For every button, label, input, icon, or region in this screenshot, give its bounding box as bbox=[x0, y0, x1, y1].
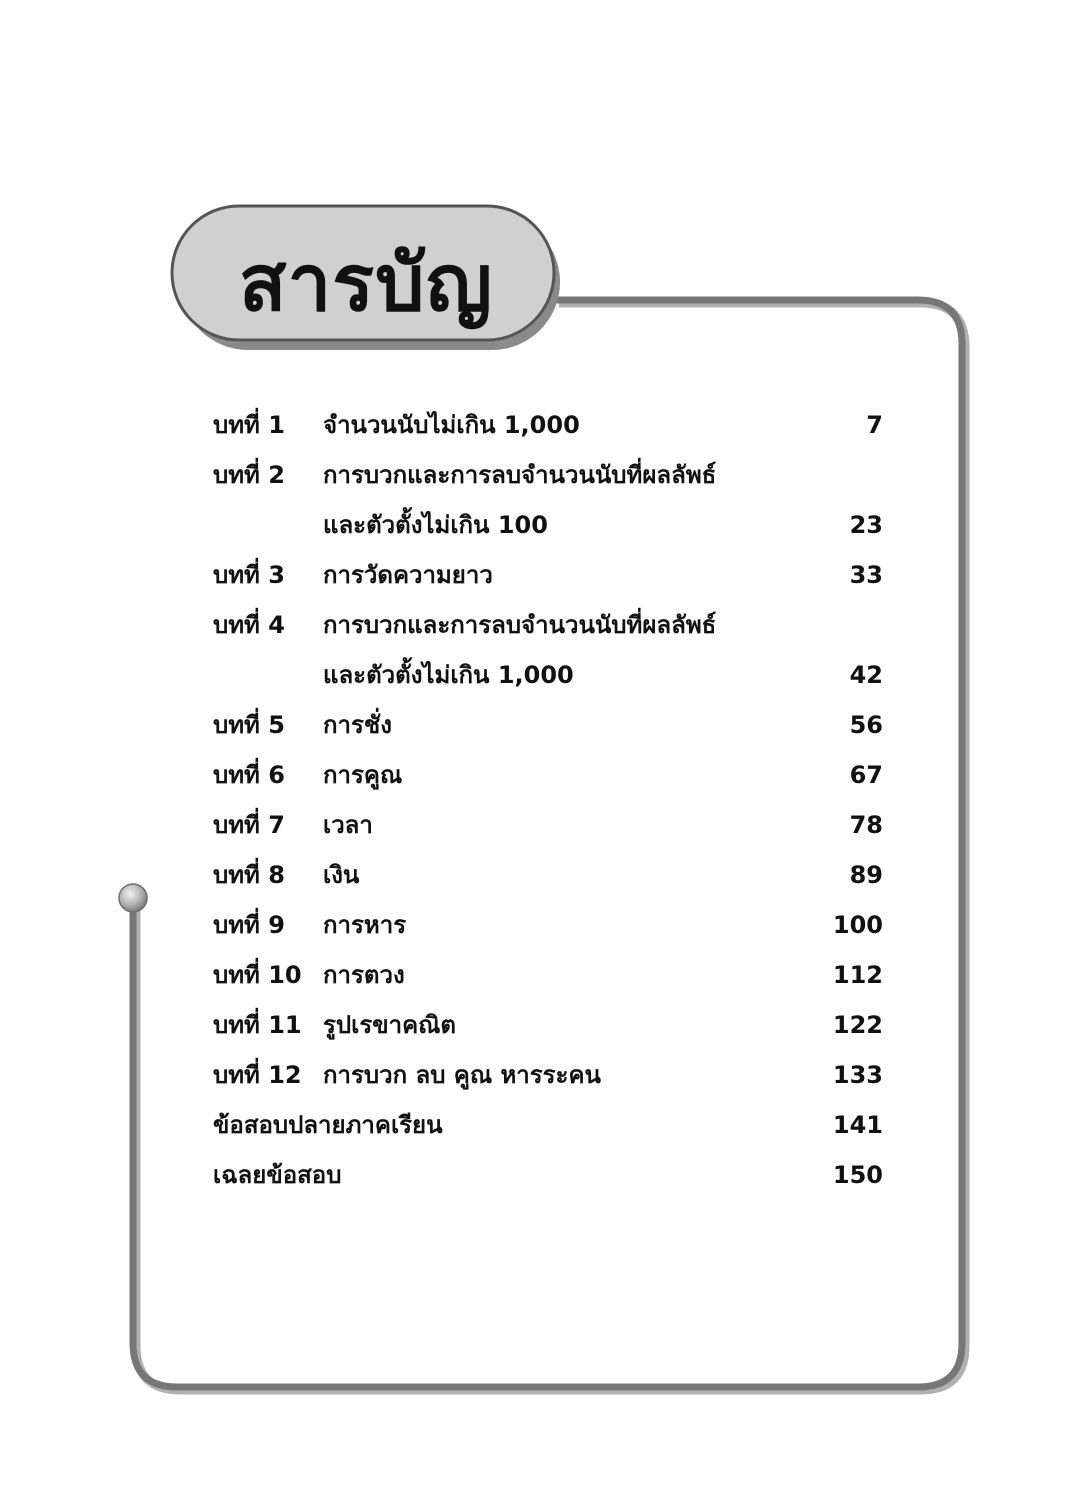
toc-page-number: 89 bbox=[849, 861, 883, 889]
toc-entry bbox=[213, 900, 883, 950]
toc-chapter-label: บทที่ 1 bbox=[213, 411, 285, 439]
toc-entry bbox=[213, 400, 883, 450]
toc-chapter-label: บทที่ 10 bbox=[213, 961, 302, 989]
toc-chapter-label: บทที่ 6 bbox=[213, 761, 285, 789]
toc-entry bbox=[213, 500, 883, 550]
toc-title: การวัดความยาว bbox=[323, 561, 493, 589]
toc-chapter-label: บทที่ 5 bbox=[213, 711, 285, 739]
toc-entry bbox=[213, 650, 883, 700]
toc-entry bbox=[213, 1100, 883, 1150]
toc-chapter-label: บทที่ 4 bbox=[213, 611, 285, 639]
toc-entry bbox=[213, 850, 883, 900]
toc-title: เวลา bbox=[323, 811, 373, 839]
toc-title: การบวกและการลบจำนวนนับที่ผลลัพธ์ bbox=[323, 611, 717, 639]
toc-chapter-label: บทที่ 9 bbox=[213, 911, 285, 939]
toc-entry bbox=[213, 950, 883, 1000]
page-title: สารบัญ bbox=[238, 239, 494, 329]
frame-knob-icon bbox=[119, 884, 147, 912]
toc-entry bbox=[213, 450, 883, 500]
toc-title: ข้อสอบปลายภาคเรียน bbox=[213, 1111, 443, 1139]
toc-chapter-label: บทที่ 3 bbox=[213, 561, 285, 589]
toc-chapter-label: บทที่ 12 bbox=[213, 1061, 302, 1089]
toc-page-number: 133 bbox=[832, 1061, 883, 1089]
toc-title: เฉลยข้อสอบ bbox=[213, 1161, 342, 1189]
toc-entry bbox=[213, 1150, 883, 1200]
toc-page-number: 7 bbox=[866, 411, 883, 439]
toc-entry bbox=[213, 700, 883, 750]
toc-page-number: 112 bbox=[832, 961, 883, 989]
toc-title: และตัวตั้งไม่เกิน 1,000 bbox=[323, 661, 574, 689]
toc-page-number: 33 bbox=[849, 561, 883, 589]
toc-chapter-label: บทที่ 8 bbox=[213, 861, 285, 889]
toc-page-number: 67 bbox=[849, 761, 883, 789]
toc-title: การบวก ลบ คูณ หารระคน bbox=[323, 1061, 601, 1089]
toc-title: เงิน bbox=[323, 861, 360, 889]
toc-entry bbox=[213, 1050, 883, 1100]
toc-entry bbox=[213, 750, 883, 800]
toc-title: การตวง bbox=[323, 961, 405, 989]
toc-page-number: 122 bbox=[832, 1011, 883, 1039]
toc-page-number: 100 bbox=[832, 911, 883, 939]
toc-page-number: 56 bbox=[849, 711, 883, 739]
toc-entry bbox=[213, 1000, 883, 1050]
toc-entry bbox=[213, 600, 883, 650]
toc-chapter-label: บทที่ 11 bbox=[213, 1011, 302, 1039]
toc-page-number: 78 bbox=[849, 811, 883, 839]
toc-page-number: 42 bbox=[849, 661, 883, 689]
toc-title: การบวกและการลบจำนวนนับที่ผลลัพธ์ bbox=[323, 461, 717, 489]
toc-page-number: 150 bbox=[832, 1161, 883, 1189]
toc-entry bbox=[213, 550, 883, 600]
toc-title: รูปเรขาคณิต bbox=[323, 1011, 457, 1039]
toc-page-number: 141 bbox=[832, 1111, 883, 1139]
toc-title: การคูณ bbox=[323, 761, 403, 789]
toc-page-number: 23 bbox=[849, 511, 883, 539]
toc-title: การหาร bbox=[323, 911, 407, 939]
toc-chapter-label: บทที่ 7 bbox=[213, 811, 285, 839]
table-of-contents bbox=[213, 400, 883, 1200]
toc-title: และตัวตั้งไม่เกิน 100 bbox=[323, 511, 548, 539]
toc-chapter-label: บทที่ 2 bbox=[213, 461, 285, 489]
toc-title: จำนวนนับไม่เกิน 1,000 bbox=[323, 411, 580, 439]
toc-title: การชั่ง bbox=[323, 711, 392, 739]
toc-entry bbox=[213, 800, 883, 850]
